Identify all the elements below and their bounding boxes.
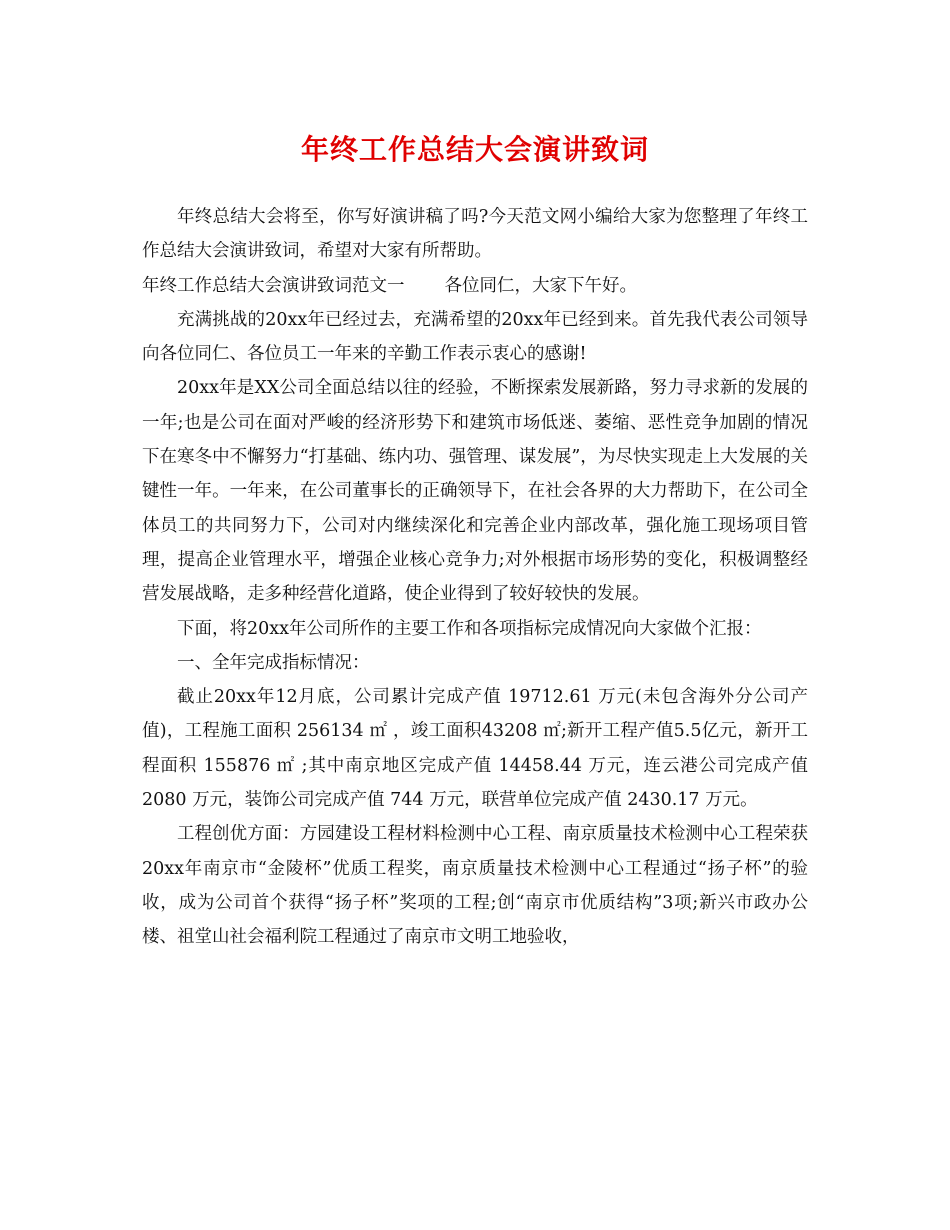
paragraph-quality-awards: 工程创优方面：方园建设工程材料检测中心工程、南京质量技术检测中心工程荣获20xx年南京市“金陵杯”优质工程奖，南京质量技术检测中心工程通过“扬子杯”的验收，成为公司首个获得“扬子杯”奖项的工程;创“南京市优质结构”3项;新兴市政办公楼、祖堂山社会福利院工程通过了南京市文明工地验收，	[142, 824, 808, 948]
paragraph-indicator-heading: 一、全年完成指标情况：	[177, 652, 370, 673]
intro-paragraph: 年终总结大会将至，你写好演讲稿了吗?今天范文网小编给大家为您整理了年终工作总结大会演讲致词，希望对大家有所帮助。	[142, 207, 808, 262]
greeting: 各位同仁，大家下午好。	[444, 275, 637, 296]
paragraph-thanks: 充满挑战的20xx年已经过去，充满希望的20xx年已经到来。首先我代表公司领导向各位同仁、各位员工一年来的辛勤工作表示衷心的感谢!	[142, 309, 808, 365]
paragraph-year-review: 20xx年是XX公司全面总结以往的经验，不断探索发展新路，努力寻求新的发展的一年;也是公司在面对严峻的经济形势下和建筑市场低迷、萎缩、恶性竞争加剧的情况下在寒冬中不懈努力“打基础、练内功、强管理、谋发展”，为尽快实现走上大发展的关键性一年。一年来，在公司董事长的正确领导下，在社会各界的大力帮助下，在公司全体员工的共同努力下，公司对内继续深化和完善企业内部改革，强化施工现场项目管理，提高企业管理水平，增强企业核心竞争力;对外根据市场形势的变化，积极调整经营发展战略，走多种经营化道路，使企业得到了较好较快的发展。	[142, 378, 808, 605]
section-heading-line	[142, 269, 808, 303]
paragraph-output-figures: 截止20xx年12月底，公司累计完成产值 19712.61 万元(未包含海外分公司产值)，工程施工面积 256134 ㎡ ，竣工面积43208 ㎡;新开工程产值5.5亿元，新开工程面积 155876 ㎡ ;其中南京地区完成产值 14458.44 万元，连云港公司完成产值 2080 万元，装饰公司完成产值 744 万元，联营单位完成产值 2430.17 万元。	[142, 687, 808, 811]
document-title: 年终工作总结大会演讲致词	[300, 133, 649, 166]
document-body	[142, 200, 808, 955]
section-heading: 年终工作总结大会演讲致词范文一	[142, 275, 405, 296]
paragraph-report-intro: 下面，将20xx年公司所作的主要工作和各项指标完成情况向大家做个汇报：	[177, 618, 762, 639]
